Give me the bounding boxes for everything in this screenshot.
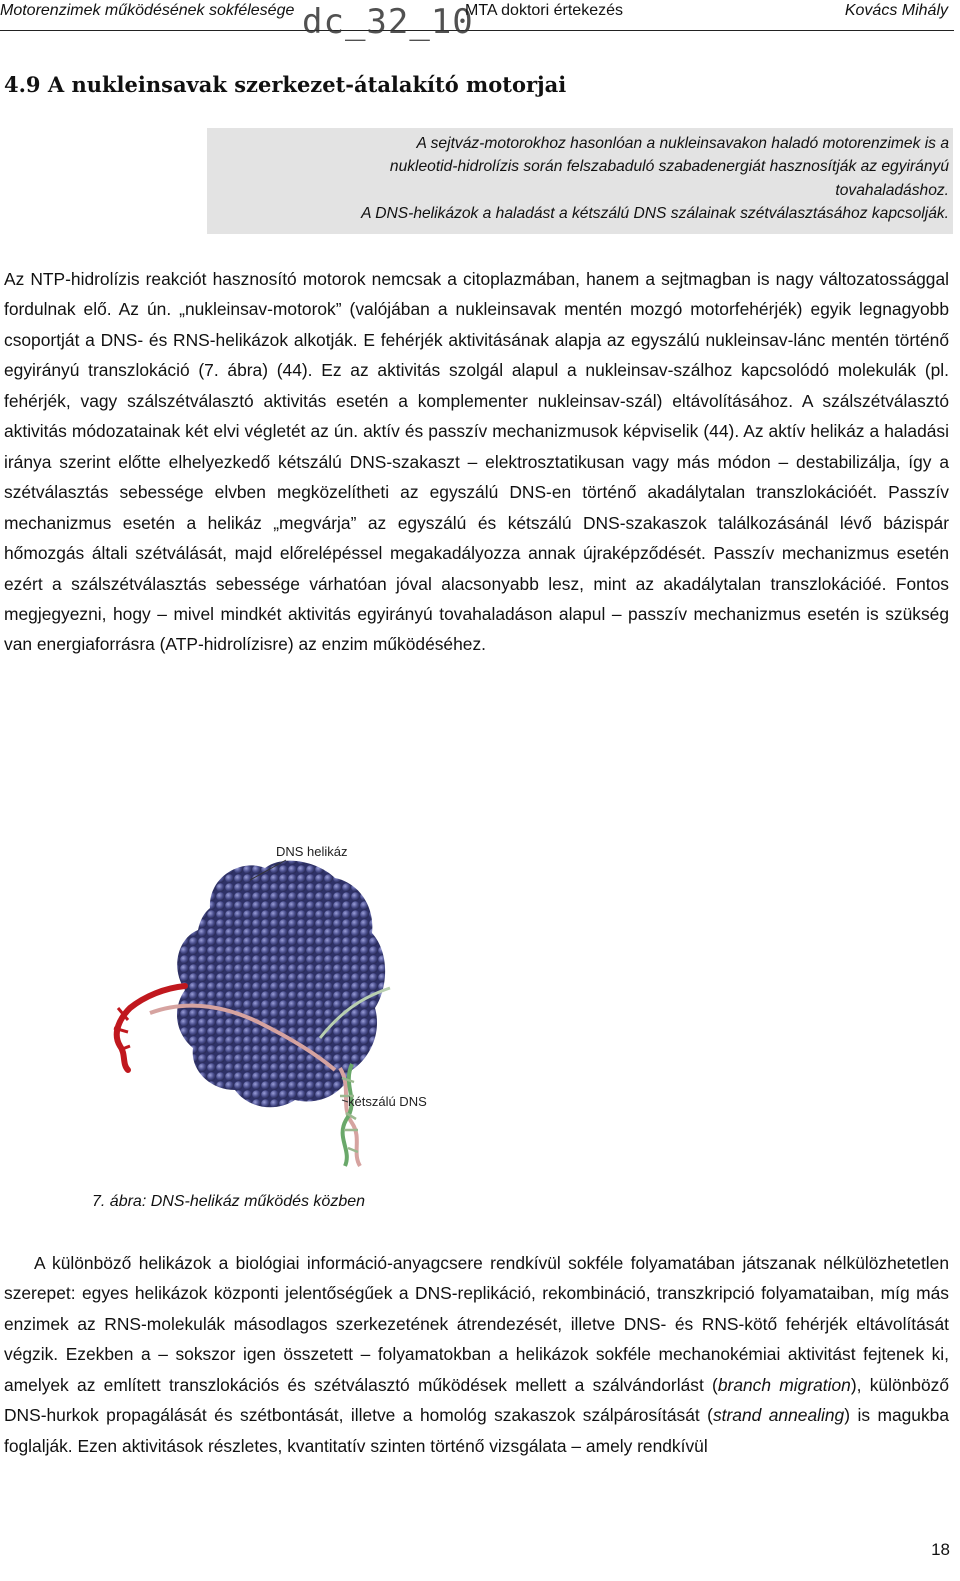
abstract-line: A DNS-helikázok a haladást a kétszálú DNS szálainak szétválasztásához kapcsolják. [361,204,949,222]
term-strand-annealing: strand annealing [712,1405,845,1426]
label-dns-helikaz: DNS helikáz [276,844,348,859]
section-abstract-box [207,128,953,234]
body-paragraph-1: Az NTP-hidrolízis reakciót hasznosító motorok nemcsak a citoplazmában, hanem a sejtmagban is nagy változatossággal fordulnak elő. Az ún. „nukleinsav-motorok” (valójában a nukleinsavak mentén mozgó motorfehérjék) egyik legnagyobb csoportját a DNS- és RNS-helikázok alkotják. E fehérjék aktivitásának alapja az egyszálú nukleinsav-lánc mentén történő egyirányú transzlokáció (7. ábra) (44). Ez az aktivitás szolgál alapul a nukleinsav-szálhoz kapcsolódó molekulák (pl. fehérjék, vagy szálszétválasztó aktivitás esetén a komplementer nukleinsav-szál) eltávolításához. A szálszétválasztó aktivitás módozatainak két elvi végletét az ún. aktív és passzív mechanizmusok képviselik (44). Az aktív helikáz a haladási iránya szerint előtte elhelyezkedő kétszálú DNS-szakaszt – elektrosztatikusan vagy más módon – destabilizálja, így a szétválasztás sebessége elvben megközelítheti az egyszálú DNS-en történő akadálytalan transzlokációét. Passzív mechanizmus esetén a helikáz „megvárja” az egyszálú és kétszálú DNS-szakaszok találkozásánál lévő bázispár hőmozgás általi szétválását, majd előrelépéssel megakadályozza annak újraképződését. Passzív mechanizmus esetén ezért a szálszétválasztás sebessége várhatóan jóval alacsonyabb lesz, mint az akadálytalan transzlokációé. Fontos megjegyezni, hogy – mivel mindkét aktivitás egyirányú tovahaladáson alapul – passzív mechanizmus esetén is szükség van energiaforrásra (ATP-hidrolízisre) az enzim működéséhez. [4,269,949,655]
body-paragraph-2 [4,1248,949,1461]
abstract-line: A sejtváz-motorokhoz hasonlóan a nukleinsavakon haladó motorenzimek is a [416,135,949,152]
header-watermark: dc_32_10 [302,2,474,42]
figure-caption: 7. ábra: DNS-helikáz működés közben [92,1193,366,1210]
header-thesis-type: MTA doktori értekezés [465,2,623,19]
abstract-line: tovahaladáshoz. [835,181,949,199]
section-abstract [209,132,949,225]
section-title: 4.9 A nukleinsavak szerkezet-átalakító motorjai [4,72,567,97]
paragraph2-text-1: A különböző helikázok a biológiai információ-anyagcsere rendkívül sokféle folyamatában játszanak nélkülözhetetlen szerepet: egyes helikázok központi jelentőségűek a DNS-replikáció, rekombináció, transzkripció folyamataiban, míg más enzimek az RNS-molekulák másodlagos szerkezetének átrendezését, illetve DNS- és RNS-kötő fehérjék eltávolítását végzik. Ezekben a – sokszor igen összetett – folyamatokban a helikázok sokféle mechanokémiai aktivitást fejtenek ki, amelyek az említett transzlokációs és szétválasztó működések mellett a szálvándorlást ( [4,1253,949,1395]
abstract-line: nukleotid-hidrolízis során felszabaduló szabadenergiát hasznosítják az egyirányú [389,158,949,176]
page-header [0,0,954,42]
header-running-title: Motorenzimek működésének sokfélesége [0,2,295,19]
label-ketszalu-dns: kétszálú DNS [348,1094,427,1109]
header-author: Kovács Mihály [844,2,948,19]
helicase-structure-image [90,838,470,1168]
paragraph2-text-2: ), különböző DNS-hurkok propagálását és szétbontását, illetve a homológ szakaszok szálpárosítását ( [4,1374,950,1426]
paragraph2-text-3: ) is magukba foglalják. Ezen aktivitások részletes, kvantitatív szinten történő vizsgálata – amely rendkívül [4,1405,950,1456]
term-branch-migration: branch migration [717,1374,851,1395]
page-number: 18 [931,1540,950,1559]
helicase-figure [90,838,470,1168]
